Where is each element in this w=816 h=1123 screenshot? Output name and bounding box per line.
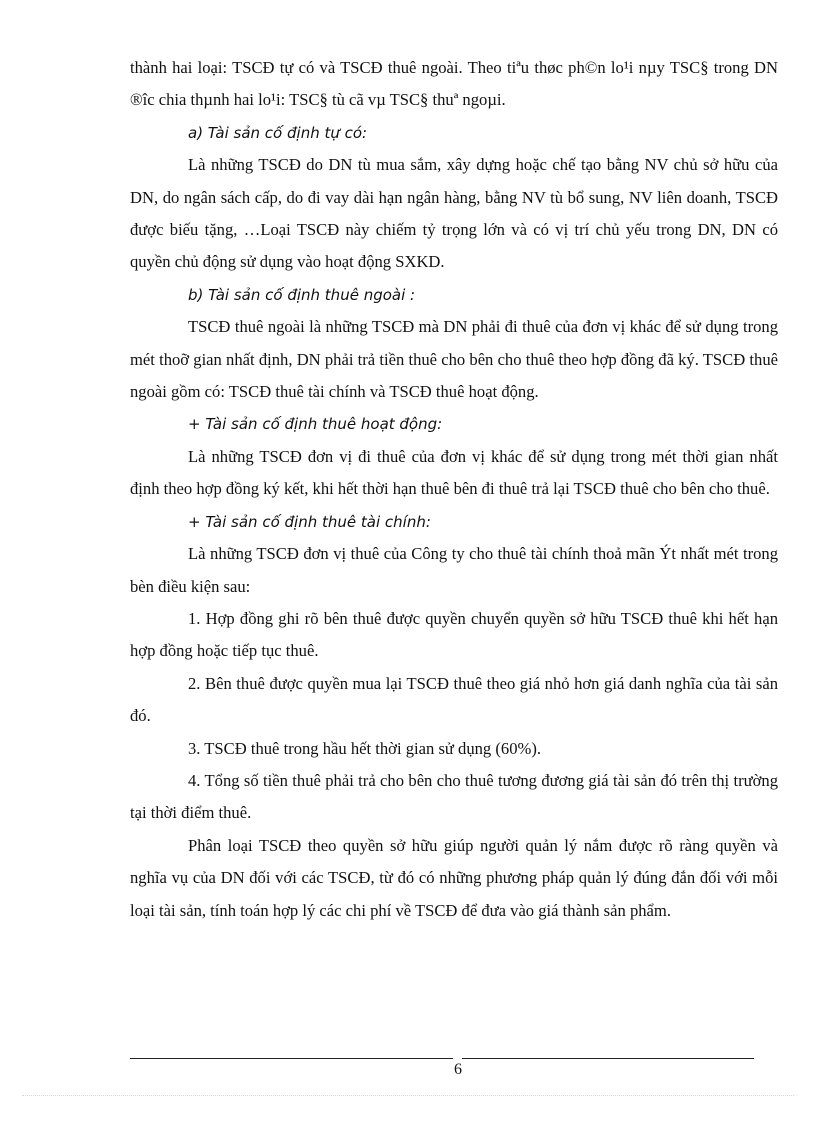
list-item: 3. TSCĐ thuê trong hầu hết thời gian sử dụng (60%).: [188, 738, 541, 758]
paragraph: Là những TSCĐ đơn vị đi thuê của đơn vị khác để sử dụng trong mét thời gian nhất định theo hợp đồng ký kết, khi hết thời hạn thuê bên đi thuê trả lại TSCĐ thuê cho bên cho thuê.: [130, 446, 778, 499]
list-item: 1. Hợp đồng ghi rõ bên thuê được quyền chuyển quyền sở hữu TSCĐ thuê khi hết hạn hợp đồng hoặc tiếp tục thuê.: [130, 608, 778, 661]
footer-rule-right: [462, 1058, 754, 1059]
page-bottom-border: [22, 1095, 794, 1096]
paragraph: Phân loại TSCĐ theo quyền sở hữu giúp người quản lý nắm được rõ ràng quyền và nghĩa vụ của DN đối với các TSCĐ, từ đó có những phương pháp quản lý đúng đắn đối với mỗi loại tài sản, tính toán hợp lý các chi phí về TSCĐ để đưa vào giá thành sản phẩm.: [130, 835, 778, 920]
heading-finance-lease: + Tài sản cố định thuê tài chính:: [188, 512, 431, 531]
heading-a: a) Tài sản cố định tự có:: [188, 123, 368, 142]
paragraph-continuation: thành hai loại: TSCĐ tự có và TSCĐ thuê ngoài. Theo tiªu thøc ph©n lo¹i nµy TSC§ trong DN ®îc chia thµnh hai lo¹i: TSC§ tù cã vµ TSC§ thuª ngoµi.: [130, 58, 778, 110]
list-item: 2. Bên thuê được quyền mua lại TSCĐ thuê theo giá nhỏ hơn giá danh nghĩa của tài sản đó.: [130, 673, 778, 726]
page-number: 6: [454, 1061, 462, 1078]
body-text: [130, 52, 778, 927]
list-item: 4. Tổng số tiền thuê phải trả cho bên cho thuê tương đương giá tài sản đó trên thị trường tại thời điểm thuê.: [130, 770, 778, 823]
heading-b: b) Tài sản cố định thuê ngoài :: [188, 285, 416, 304]
paragraph: TSCĐ thuê ngoài là những TSCĐ mà DN phải đi thuê của đơn vị khác để sử dụng trong mét thoỡ gian nhất định, DN phải trả tiền thuê cho bên cho thuê theo hợp đồng đã ký. TSCĐ thuê ngoài gồm có: TSCĐ thuê tài chính và TSCĐ thuê hoạt động.: [130, 317, 778, 402]
paragraph: Là những TSCĐ đơn vị thuê của Công ty cho thuê tài chính thoả mãn Ýt nhất mét trong bèn điều kiện sau:: [130, 544, 778, 596]
heading-operating-lease: + Tài sản cố định thuê hoạt động:: [188, 415, 443, 434]
footer-rule-left: [130, 1058, 453, 1059]
paragraph: Là những TSCĐ do DN tù mua sắm, xây dựng hoặc chế tạo bằng NV chủ sở hữu của DN, do ngân sách cấp, do đi vay dài hạn ngân hàng, bằng NV tù bổ sung, NV liên doanh, TSCĐ được biếu tặng, …Loại TSCĐ này chiếm tỷ trọng lớn và có vị trí chủ yếu trong DN, DN có quyền chủ động sử dụng vào hoạt động SXKD.: [130, 155, 778, 272]
